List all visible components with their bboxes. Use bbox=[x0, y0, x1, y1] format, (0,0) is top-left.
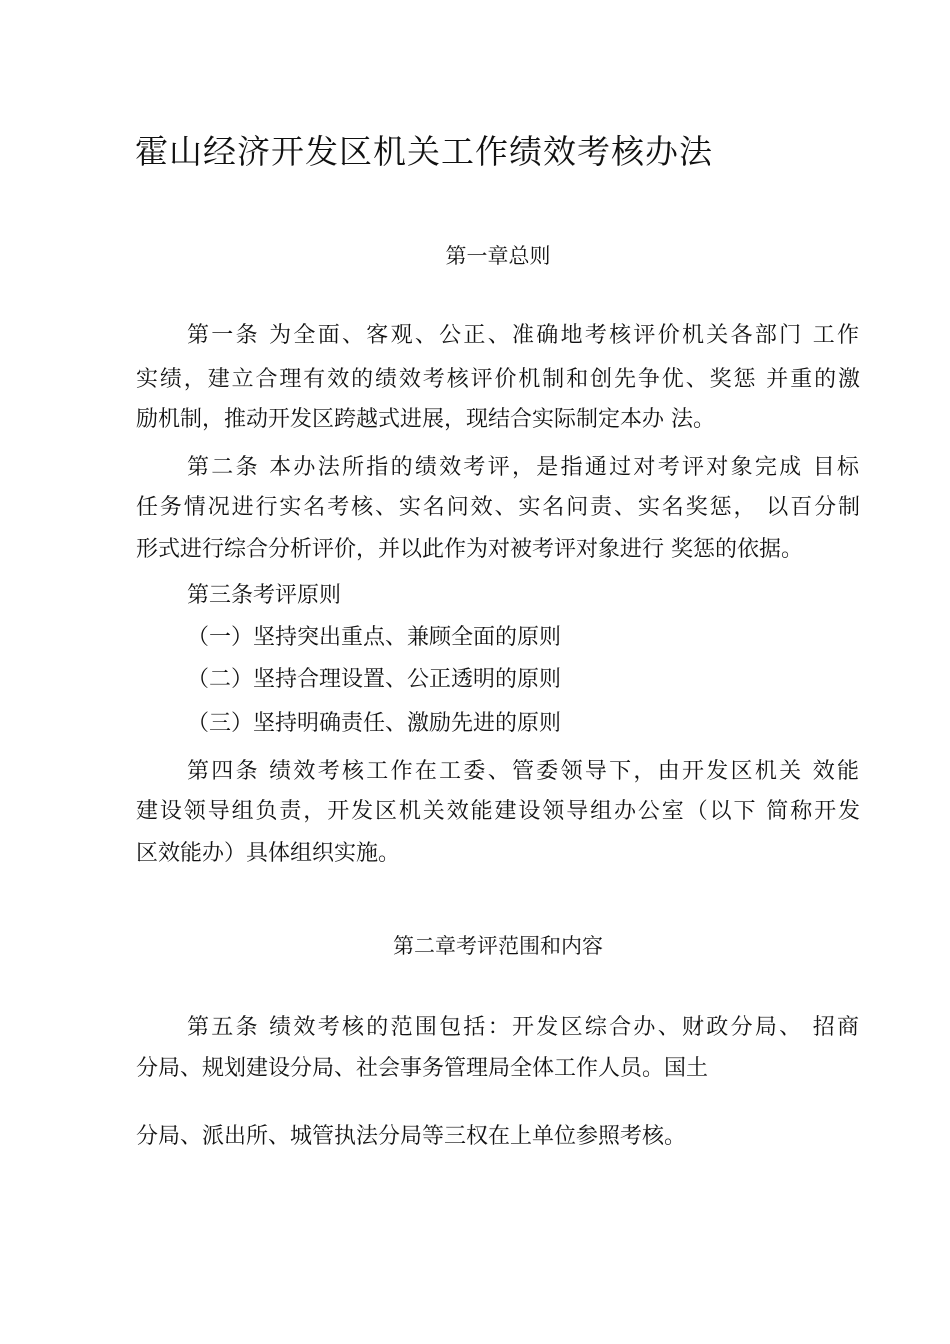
document-title: 霍山经济开发区机关工作绩效考核办法 bbox=[135, 132, 713, 171]
principle-item: （二）坚持合理设置、公正透明的原则 bbox=[187, 667, 562, 692]
article-4-line-3: 区效能办）具体组织实施。 bbox=[136, 841, 401, 866]
article-1-line-3: 励机制，推动开发区跨越式进展，现结合实际制定本办 法。 bbox=[136, 407, 715, 432]
article-5-line-1: 第五条 绩效考核的范围包括：开发区综合办、财政分局、 招商 bbox=[187, 1015, 859, 1040]
article-5-line-3: 分局、派出所、城管执法分局等三权在上单位参照考核。 bbox=[136, 1124, 687, 1149]
article-2-line-3: 形式进行综合分析评价，并以此作为对被考评对象进行 奖惩的依据。 bbox=[136, 537, 803, 562]
article-4-line-1: 第四条 绩效考核工作在工委、管委领导下，由开发区机关 效能 bbox=[187, 759, 859, 784]
article-1-line-2: 实绩，建立合理有效的绩效考核评价机制和创先争优、奖惩 并重的激 bbox=[136, 367, 860, 392]
article-3-heading: 第三条考评原则 bbox=[187, 583, 342, 608]
chapter-2-heading: 第二章考评范围和内容 bbox=[393, 934, 603, 958]
principle-item: （一）坚持突出重点、兼顾全面的原则 bbox=[187, 625, 562, 650]
article-2-line-2: 任务情况进行实名考核、实名问效、实名问责、实名奖惩， 以百分制 bbox=[136, 495, 860, 520]
article-1-line-1: 第一条 为全面、客观、公正、准确地考核评价机关各部门 工作 bbox=[187, 323, 859, 348]
article-2-line-1: 第二条 本办法所指的绩效考评，是指通过对考评对象完成 目标 bbox=[187, 455, 859, 480]
article-5-line-2: 分局、规划建设分局、社会事务管理局全体工作人员。国土 bbox=[136, 1056, 709, 1081]
chapter-1-heading: 第一章总则 bbox=[445, 244, 551, 268]
principle-item: （三）坚持明确责任、激励先进的原则 bbox=[187, 711, 562, 736]
article-4-line-2: 建设领导组负责，开发区机关效能建设领导组办公室（以下 简称开发 bbox=[136, 799, 860, 824]
